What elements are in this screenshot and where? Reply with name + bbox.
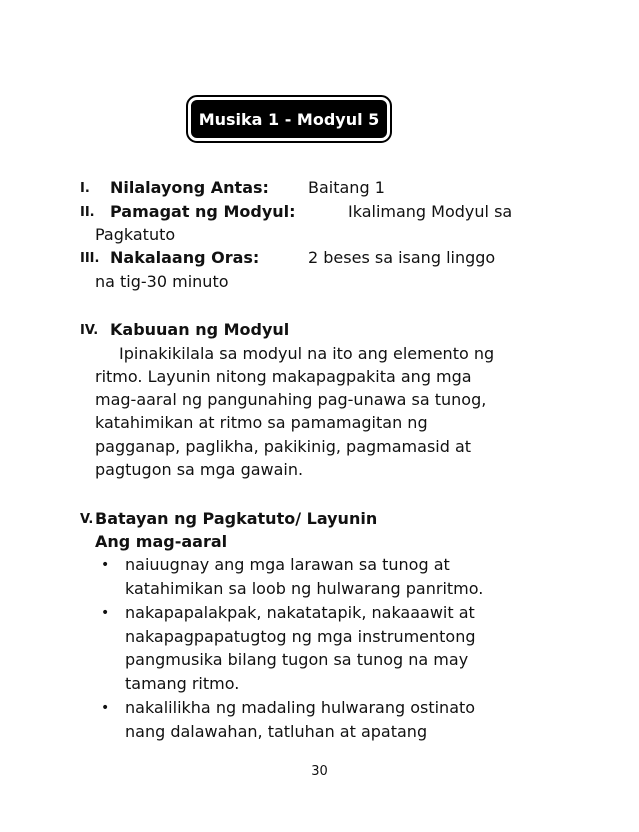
item-iii-label: Nakalaang Oras: (110, 248, 260, 267)
section-iv-line: pagganap, paglikha, pakikinig, pagmamasid at (95, 437, 472, 456)
item-ii-continuation: Pagkatuto (95, 225, 176, 244)
bullet-line: nakalilikha ng madaling hulwarang ostinato (125, 698, 476, 717)
bullet-line: nang dalawahan, tatluhan at apatang (125, 722, 428, 741)
section-iv-line: ritmo. Layunin nitong makapagpakita ang mga (95, 367, 472, 386)
section-v-number: V. (80, 512, 94, 527)
item-ii-label: Pamagat ng Modyul: (110, 202, 296, 221)
section-iv-heading: Kabuuan ng Modyul (110, 320, 290, 339)
bullet-icon: • (101, 557, 110, 573)
item-iii-continuation: na tig-30 minuto (95, 272, 229, 291)
bullet-line: tamang ritmo. (125, 674, 240, 693)
bullet-line: naiuugnay ang mga larawan sa tunog at (125, 555, 450, 574)
item-i-label: Nilalayong Antas: (110, 178, 269, 197)
item-ii-value: Ikalimang Modyul sa (348, 202, 513, 221)
section-iv-line: mag-aaral ng pangunahing pag-unawa sa tunog, (95, 390, 487, 409)
page-number: 30 (311, 764, 328, 779)
item-i-value: Baitang 1 (308, 178, 385, 197)
bullet-line: nakapagpapatugtog ng mga instrumentong (125, 627, 476, 646)
section-v-subheading: Ang mag-aaral (95, 532, 228, 551)
bullet-icon: • (101, 605, 110, 621)
section-v-heading: Batayan ng Pagkatuto/ Layunin (95, 509, 378, 528)
section-iv-line: pagtugon sa mga gawain. (95, 460, 304, 479)
section-iv-number: IV. (80, 323, 99, 338)
bullet-icon: • (101, 700, 110, 716)
bullet-line: katahimikan sa loob ng hulwarang panritmo. (125, 579, 484, 598)
section-iv-line: katahimikan at ritmo sa pamamagitan ng (95, 413, 428, 432)
section-iv-line: Ipinakikilala sa modyul na ito ang elemento ng (119, 344, 495, 363)
bullet-line: nakapapalakpak, nakatatapik, nakaaawit at (125, 603, 475, 622)
item-iii-number: III. (80, 251, 100, 266)
item-ii-number: II. (80, 205, 95, 220)
module-title-box (188, 97, 390, 141)
module-title: Musika 1 - Modyul 5 (198, 109, 380, 129)
item-i-number: I. (80, 181, 90, 196)
item-iii-value: 2 beses sa isang linggo (308, 248, 496, 267)
bullet-line: pangmusika bilang tugon sa tunog na may (125, 650, 469, 669)
